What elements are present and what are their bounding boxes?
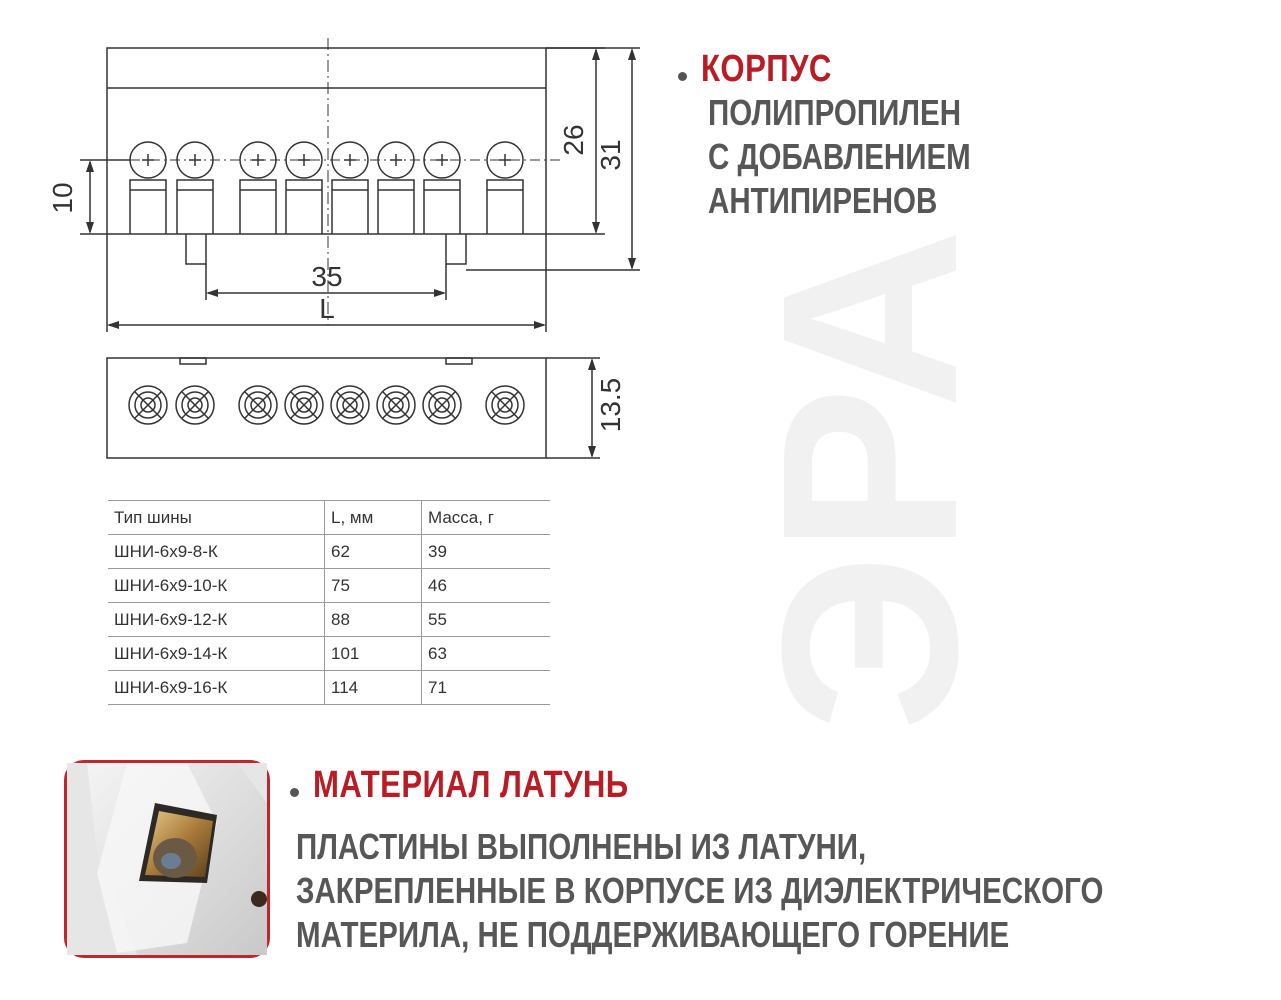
material-line: ПЛАСТИНЫ ВЫПОЛНЕНЫ ИЗ ЛАТУНИ, <box>296 826 867 867</box>
spec-table <box>108 500 550 705</box>
korpus-title: КОРПУС <box>701 48 832 90</box>
cell-length: 75 <box>325 569 422 603</box>
screw-top-icon <box>377 386 415 424</box>
mount-foot-right <box>446 234 466 264</box>
table-row <box>108 535 550 569</box>
mount-foot-left <box>186 234 206 264</box>
screw-top-icon <box>486 386 524 424</box>
dim-label-L: L <box>319 293 335 324</box>
terminal-housing <box>424 142 460 234</box>
cell-mass: 46 <box>422 569 551 603</box>
screw-top-icon <box>239 386 277 424</box>
korpus-line: С ДОБАВЛЕНИЕМ <box>708 136 971 177</box>
watermark-text: ЭРА <box>730 228 1010 732</box>
table-row <box>108 569 550 603</box>
header-length: L, мм <box>325 501 422 535</box>
material-title: МАТЕРИАЛ ЛАТУНЬ <box>313 764 629 806</box>
brass-detail-photo <box>64 760 270 958</box>
bullet-icon <box>678 72 687 81</box>
screw-top-icon <box>176 386 214 424</box>
cell-length: 114 <box>325 671 422 705</box>
dim-label-10: 10 <box>47 182 78 214</box>
terminal-housing <box>378 142 414 234</box>
screw-top-icon <box>285 386 323 424</box>
top-view-body <box>107 358 546 458</box>
material-line: МАТЕРИЛА, НЕ ПОДДЕРЖИВАЮЩЕГО ГОРЕНИЕ <box>296 914 1010 955</box>
korpus-line: ПОЛИПРОПИЛЕН <box>708 92 962 133</box>
top-view-screws <box>129 386 524 424</box>
cell-mass: 39 <box>422 535 551 569</box>
cell-length: 88 <box>325 603 422 637</box>
front-view-body <box>107 48 546 234</box>
header-type: Тип шины <box>108 501 325 535</box>
table-row <box>108 637 550 671</box>
screw-top-icon <box>331 386 369 424</box>
material-line: ЗАКРЕПЛЕННЫЕ В КОРПУСЕ ИЗ ДИЭЛЕКТРИЧЕСКОГО <box>296 870 1104 911</box>
dim-label-13-5: 13.5 <box>595 377 626 433</box>
cell-mass: 55 <box>422 603 551 637</box>
bullet-icon <box>290 788 299 797</box>
dim-label-26: 26 <box>558 124 589 156</box>
top-view-notch-left <box>180 358 206 364</box>
cell-type: ШНИ-6х9-16-К <box>108 671 325 705</box>
cell-type: ШНИ-6х9-12-К <box>108 603 325 637</box>
top-view-notch-right <box>446 358 472 364</box>
terminal-housings <box>130 142 523 234</box>
screw-top-icon <box>129 386 167 424</box>
korpus-line: АНТИПИРЕНОВ <box>708 180 938 221</box>
dim-label-31: 31 <box>595 139 626 171</box>
dim-label-35: 35 <box>311 261 343 292</box>
terminal-housing <box>130 142 166 234</box>
cell-mass: 71 <box>422 671 551 705</box>
cell-length: 62 <box>325 535 422 569</box>
header-mass: Масса, г <box>422 501 551 535</box>
cell-type: ШНИ-6х9-10-К <box>108 569 325 603</box>
terminal-housing <box>332 142 368 234</box>
technical-drawing <box>0 0 660 490</box>
table-header-row <box>108 501 550 535</box>
cell-type: ШНИ-6х9-8-К <box>108 535 325 569</box>
terminal-housing <box>177 142 213 234</box>
material-section <box>290 764 1281 957</box>
screw-top-icon <box>423 386 461 424</box>
table-row <box>108 671 550 705</box>
cell-length: 101 <box>325 637 422 671</box>
korpus-section <box>678 48 1028 223</box>
brand-watermark <box>730 200 1020 760</box>
table-row <box>108 603 550 637</box>
cell-mass: 63 <box>422 637 551 671</box>
terminal-housing <box>286 142 322 234</box>
terminal-housing <box>487 142 523 234</box>
terminal-housing <box>240 142 276 234</box>
brass-insert-illustration <box>67 763 267 955</box>
cell-type: ШНИ-6х9-14-К <box>108 637 325 671</box>
